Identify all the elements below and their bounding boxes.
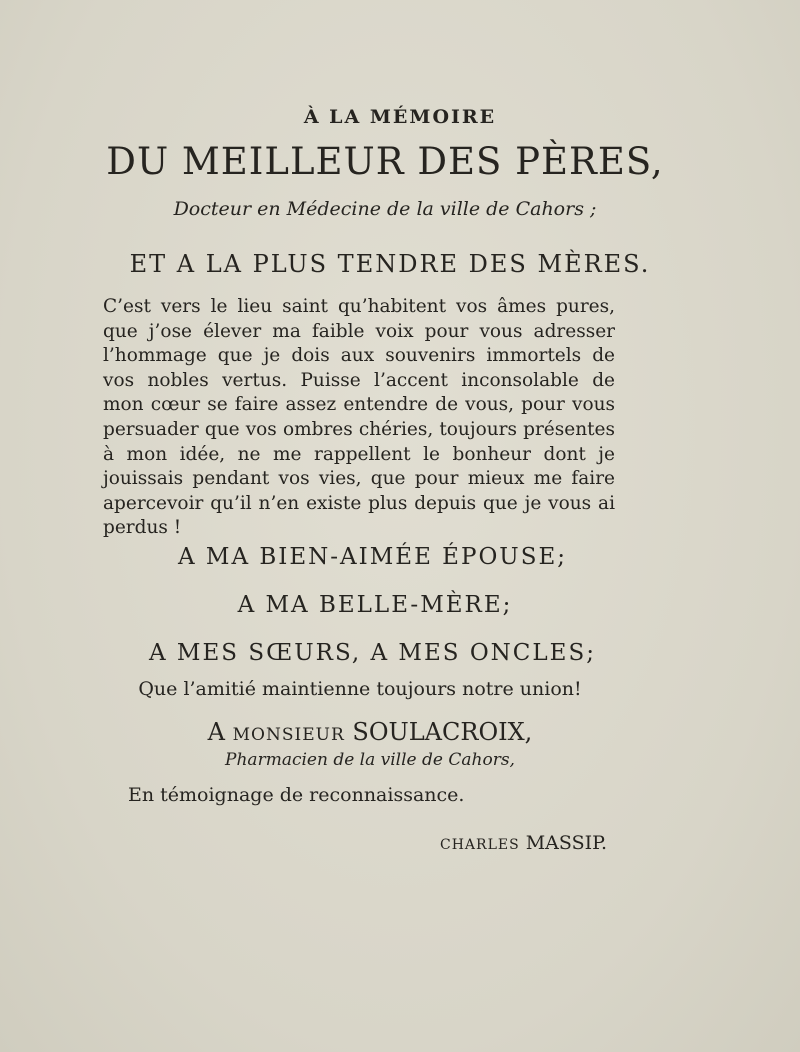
- family-dedication: A MES SŒURS, A MES ONCLES;: [149, 640, 596, 666]
- dedication-paragraph: C’est vers le lieu saint qu’habitent vos âmes pures, que j’ose élever ma faible voix pour vous adresser l’hommage que je dois aux souvenirs immortels de vos nobles vertus. Puisse l’accent inconsolable de mon cœur se faire assez entendre de vous, pour vous persuader que vos ombres chéries, toujours présentes à mon idée, ne me rappellent le bonheur dont je jouissais pendant vos vies, que pour mieux me faire apercevoir qu’il n’en existe plus depuis que je vous ai perdus !: [103, 296, 615, 539]
- pharmacist-line: Pharmacien de la ville de Cahors,: [225, 750, 515, 770]
- wife-dedication: A MA BIEN-AIMÉE ÉPOUSE;: [177, 544, 567, 570]
- memory-heading: À LA MÉMOIRE: [303, 106, 497, 128]
- monsieur-dedication: [0, 718, 800, 746]
- father-heading: DU MEILLEUR DES PÈRES,: [106, 140, 664, 183]
- monsieur-name: SOULACROIX,: [344, 718, 533, 746]
- monsieur-title: MONSIEUR: [232, 725, 345, 745]
- signature-last-name: MASSIP.: [519, 832, 608, 854]
- mother-heading: ET A LA PLUS TENDRE DES MÈRES.: [129, 250, 651, 278]
- gratitude-line: En témoignage de reconnaissance.: [128, 784, 465, 806]
- friendship-line: Que l’amitié maintienne toujours notre union!: [138, 678, 582, 700]
- signature: [440, 832, 607, 854]
- signature-first-name: CHARLES: [440, 837, 520, 853]
- monsieur-prefix: A: [207, 718, 233, 746]
- mother-in-law-dedication: A MA BELLE-MÈRE;: [237, 592, 513, 618]
- father-title: Docteur en Médecine de la ville de Cahors ;: [173, 198, 597, 220]
